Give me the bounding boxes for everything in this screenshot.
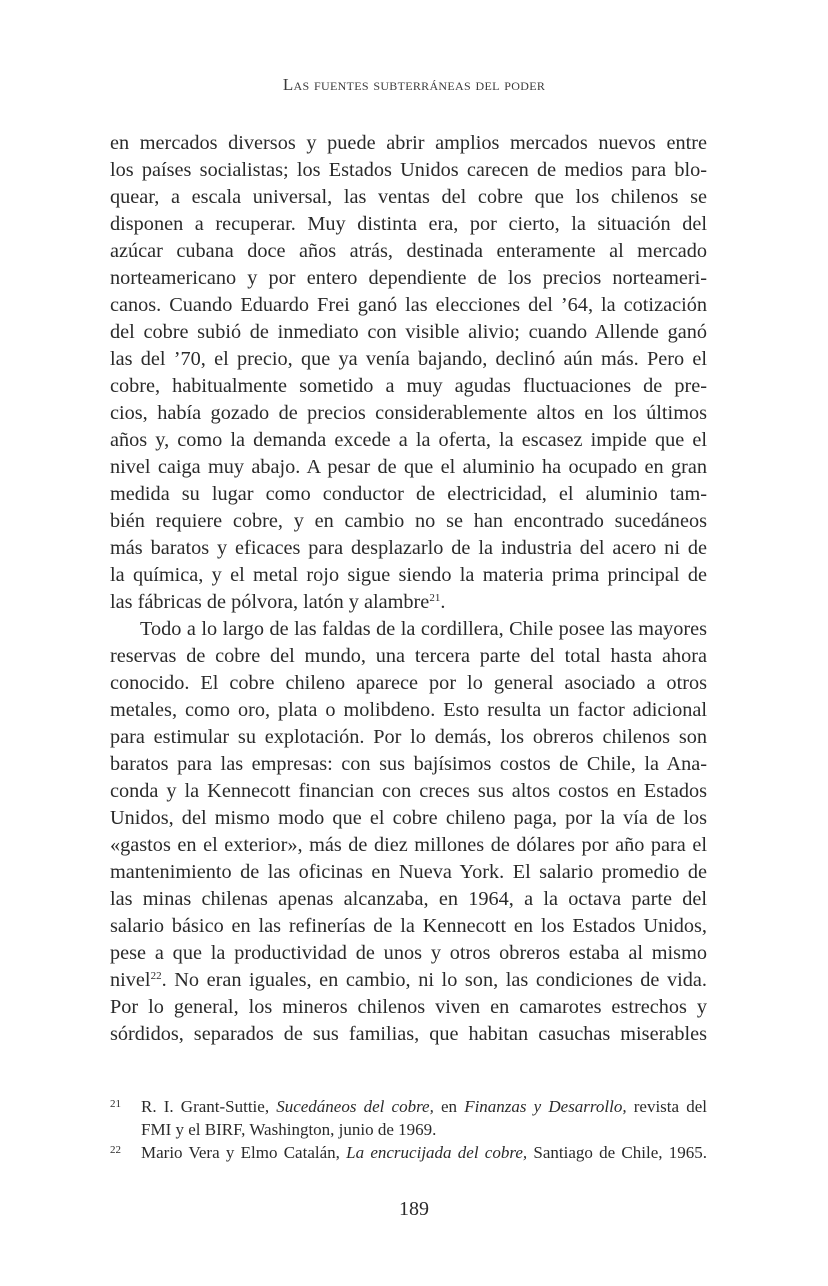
text-line: las del ’70, el precio, que ya venía bajando, declinó aún más. Pero el xyxy=(110,348,707,370)
text-line: sórdidos, separados de sus familias, que habitan casuchas miserables xyxy=(110,1023,707,1045)
page-number: 189 xyxy=(399,1198,429,1220)
footnotes xyxy=(110,1095,707,1164)
text-line: pese a que la productividad de unos y otros obreros estaba al mismo xyxy=(110,942,707,964)
text-line: conocido. El cobre chileno aparece por lo general asociado a otros xyxy=(110,672,707,694)
text-line: cobre, habitualmente sometido a muy agudas fluctuaciones de pre- xyxy=(110,375,707,397)
text-line: quear, a escala universal, las ventas del cobre que los chilenos se xyxy=(110,186,707,208)
text-line: para estimular su explotación. Por lo demás, los obreros chilenos son xyxy=(110,726,707,748)
text-line: la química, y el metal rojo sigue siendo la materia prima principal de xyxy=(110,564,707,586)
footnote-22 xyxy=(110,1141,707,1164)
text-line: bién requiere cobre, y en cambio no se han encontrado sucedáneos xyxy=(110,510,707,532)
text-line: nivel caiga muy abajo. A pesar de que el aluminio ha ocupado en gran xyxy=(110,456,707,478)
footnote-ref-22[interactable]: 22 xyxy=(150,970,162,982)
text-line: más baratos y eficaces para desplazarlo de la industria del acero ni de xyxy=(110,537,707,559)
text-line: baratos para las empresas: con sus bajísimos costos de Chile, la Ana- xyxy=(110,753,707,775)
footnote-ref-21[interactable]: 21 xyxy=(429,592,441,604)
text-line: años y, como la demanda excede a la oferta, la escasez impide que el xyxy=(110,429,707,451)
footnote-line: FMI y el BIRF, Washington, junio de 1969. xyxy=(141,1120,437,1139)
text-line: salario básico en las refinerías de la Kennecott en los Estados Unidos, xyxy=(110,915,707,937)
text-line: metales, como oro, plata o molibdeno. Esto resulta un factor adicional xyxy=(110,699,707,721)
text-line: Unidos, del mismo modo que el cobre chileno paga, por la vía de los xyxy=(110,807,707,829)
text-line: nivel$^{22}$. No eran iguales, en cambio, ni lo son, las condiciones de vida. xyxy=(110,969,707,991)
text-line-last: las fábricas de pólvora, latón y alambre$^{21}$. xyxy=(110,591,446,613)
body-text xyxy=(110,130,707,1048)
text-line: mantenimiento de las oficinas en Nueva York. El salario promedio de xyxy=(110,861,707,883)
text-line: las minas chilenas apenas alcanzaba, en 1964, a la octava parte del xyxy=(110,888,707,910)
text-line: del cobre subió de inmediato con visible alivio; cuando Allende ganó xyxy=(110,321,707,343)
text-line: canos. Cuando Eduardo Frei ganó las elecciones del ’64, la cotización xyxy=(110,294,707,316)
footnote-line: Mario Vera y Elmo Catalán, La encrucijada del cobre, Santiago de Chile, 1965. xyxy=(141,1143,708,1162)
text-line: cios, había gozado de precios considerablemente altos en los últimos xyxy=(110,402,707,424)
text-line: reservas de cobre del mundo, una tercera parte del total hasta ahora xyxy=(110,645,707,667)
footnote-21 xyxy=(110,1095,707,1141)
text-line: los países socialistas; los Estados Unidos carecen de medios para blo- xyxy=(110,159,707,181)
text-line-indented: Todo a lo largo de las faldas de la cordillera, Chile posee las mayores xyxy=(140,618,707,640)
running-title: Las fuentes subterráneas del poder xyxy=(282,75,546,94)
text-line: disponen a recuperar. Muy distinta era, por cierto, la situación del xyxy=(110,213,707,235)
text-line: conda y la Kennecott financian con creces sus altos costos en Estados xyxy=(110,780,707,802)
text-line: en mercados diversos y puede abrir amplios mercados nuevos entre xyxy=(110,132,707,154)
running-head xyxy=(0,75,828,95)
text-line: norteamericano y por entero dependiente de los precios norteameri- xyxy=(110,267,707,289)
text-line: «gastos en el exterior», más de diez millones de dólares por año para el xyxy=(110,834,707,856)
text-line: Por lo general, los mineros chilenos viven en camarotes estrechos y xyxy=(110,996,707,1018)
text-line: azúcar cubana doce años atrás, destinada enteramente al mercado xyxy=(110,240,707,262)
text-line: medida su lugar como conductor de electricidad, el aluminio tam- xyxy=(110,483,707,505)
footnote-number: 21 xyxy=(110,1098,121,1110)
footnote-line: R. I. Grant-Suttie, Sucedáneos del cobre, en Finanzas y Desarrollo, revista del xyxy=(141,1097,707,1116)
footnote-number: 22 xyxy=(110,1144,121,1156)
